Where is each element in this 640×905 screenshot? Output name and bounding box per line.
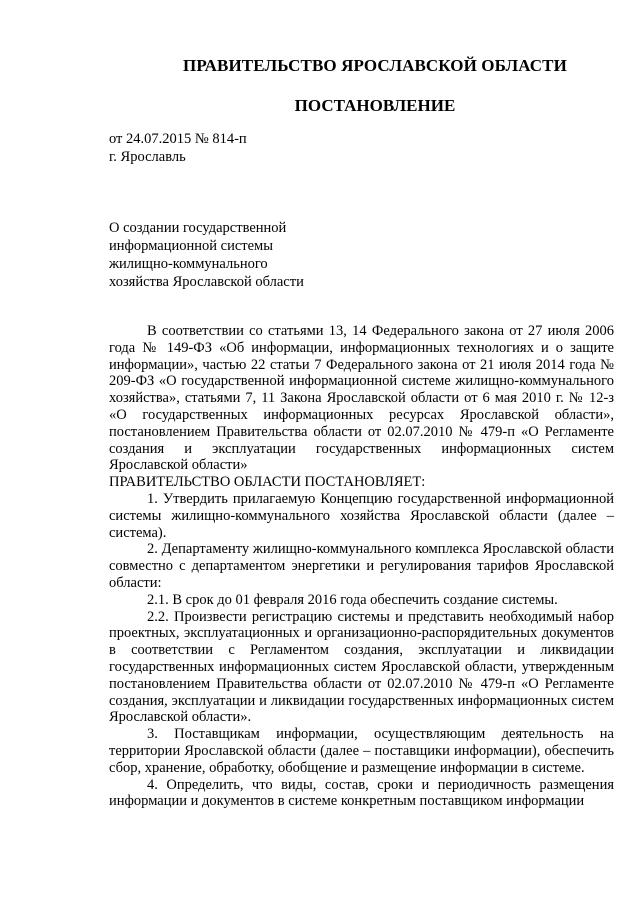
- document-subject: [109, 219, 304, 291]
- subject-line: хозяйства Ярославской области: [109, 274, 304, 290]
- organization-title: ПРАВИТЕЛЬСТВО ЯРОСЛАВСКОЙ ОБЛАСТИ: [183, 56, 567, 75]
- subject-line: информационной системы: [109, 238, 273, 254]
- item-paragraph: 2. Департаменту жилищно-коммунального комплекса Ярославской области совместно с департаментом энергетики и регулирования тарифов Ярославской области:: [109, 541, 614, 591]
- item-paragraph: 1. Утвердить прилагаемую Концепцию государственной информационной системы жилищно-коммунального хозяйства Ярославской области (далее – система).: [109, 490, 614, 541]
- subject-line: О создании государственной: [109, 220, 287, 236]
- item-paragraph: 2.1. В срок до 01 февраля 2016 года обеспечить создание системы.: [147, 591, 558, 608]
- subject-line: жилищно-коммунального: [109, 256, 268, 272]
- document-meta: [109, 130, 247, 166]
- preamble-paragraph: В соответствии со статьями 13, 14 Федерального закона от 27 июля 2006 года № 149-ФЗ «Об информации, информационных технологиях и о защите информации», частью 22 статьи 7 Федерального закона от 21 июля 2014 года № 209-ФЗ «О государственной информационной системе жилищно-коммунального хозяйства», статьями 7, 11 Закона Ярославской области от 6 мая 2010 г. № 12-з «О государственных информационных ресурсах Ярославской области», постановлением Правительства области от 02.07.2010 № 479-п «О Регламенте создания и эксплуатации государственных информационных систем Ярославской области»: [109, 323, 614, 474]
- item-paragraph: 4. Определить, что виды, состав, сроки и периодичность размещения информации и документов в системе конкретным поставщиком информации: [109, 776, 614, 810]
- item-paragraph: 2.2. Произвести регистрацию системы и представить необходимый набор проектных, эксплуатационных и организационно-распорядительных документов в соответствии с Регламентом создания, эксплуатации и ликвидации государственных информационных систем Ярославской области, утвержденным постановлением Правительства области от 02.07.2010 № 479-п «О Регламенте создания, эксплуатации и ликвидации государственных информационных систем Ярославской области».: [109, 608, 614, 726]
- item-paragraph: 3. Поставщикам информации, осуществляющим деятельность на территории Ярославской области (далее – поставщики информации), обеспечить сбор, хранение, обработку, обобщение и размещение информации в системе.: [109, 726, 614, 776]
- resolves-statement: ПРАВИТЕЛЬСТВО ОБЛАСТИ ПОСТАНОВЛЯЕТ:: [109, 474, 426, 491]
- document-type-title: ПОСТАНОВЛЕНИЕ: [294, 96, 456, 115]
- city: г. Ярославль: [109, 149, 186, 165]
- date-number: от 24.07.2015 № 814-п: [109, 131, 247, 147]
- document-body: [109, 323, 614, 810]
